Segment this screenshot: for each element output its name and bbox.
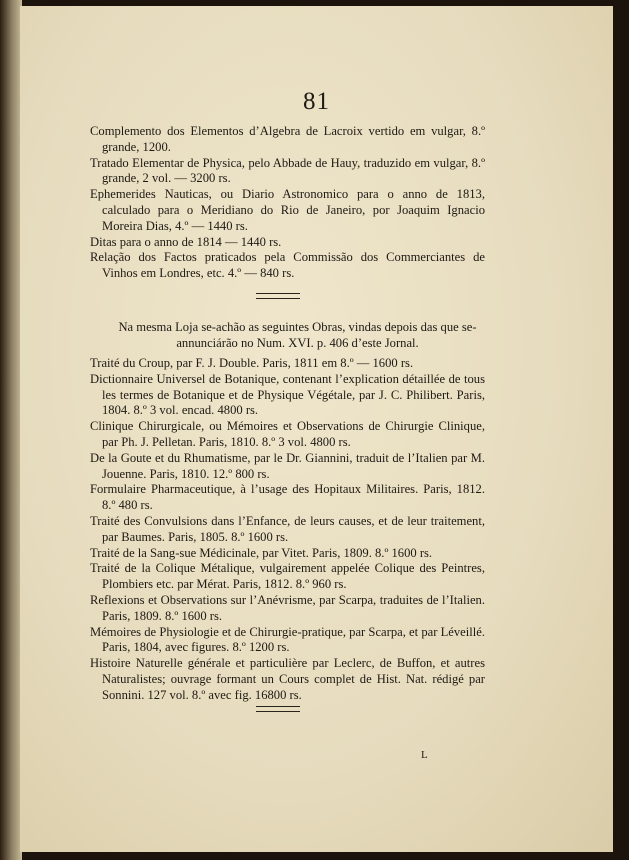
- list-item: Reflexions et Observations sur l’Anévrisme, par Scarpa, traduites de l’Italien. Paris, 1809. 8.º 1600 rs.: [90, 592, 485, 623]
- list-item: Clinique Chirurgicale, ou Mémoires et Observations de Chirurgie Clinique, par Ph. J. Pelletan. Paris, 1810. 8.º 3 vol. 4800 rs.: [90, 419, 485, 449]
- book-gutter: [0, 0, 22, 860]
- book-page: [20, 6, 613, 852]
- list-item: Relação dos Factos praticados pela Commissão dos Commerciantes de Vinhos em Londres, etc. 4.º — 840 rs.: [90, 250, 485, 281]
- french-book-list: [90, 356, 485, 704]
- list-item: De la Goute et du Rhumatisme, par le Dr. Giannini, traduit de l’Italien par M. Jouenne. Paris, 1810. 12.º 800 rs.: [90, 450, 485, 481]
- list-item: Ephemerides Nauticas, ou Diario Astronomico para o anno de 1813, calculado para o Meridiano do Rio de Janeiro, por Joaquim Ignacio Moreira Dias, 4.º — 1440 rs.: [90, 187, 485, 233]
- list-item: Complemento dos Elementos d’Algebra de Lacroix vertido em vulgar, 8.º grande, 1200.: [90, 124, 485, 154]
- list-item: Traité du Croup, par F. J. Double. Paris, 1811 em 8.º — 1600 rs.: [90, 356, 414, 370]
- list-item: Traité de la Colique Métalique, vulgairement appelée Colique des Peintres, Plombiers etc. par Mérat. Paris, 1812. 8.º 960 rs.: [90, 561, 485, 592]
- list-item: Formulaire Pharmaceutique, à l’usage des Hopitaux Militaires. Paris, 1812. 8.º 480 rs.: [90, 482, 485, 513]
- page-number: 81: [303, 88, 330, 115]
- section-divider: [256, 293, 300, 299]
- list-item: Tratado Elementar de Physica, pelo Abbade de Hauy, traduzido em vulgar, 8.º grande, 2 vol. — 3200 rs.: [90, 155, 485, 186]
- signature-mark: L: [421, 749, 428, 761]
- list-item: Histoire Naturelle générale et particulière par Leclerc, de Buffon, et autres Naturalistes; ouvrage formant un Cours complet de Hist. Nat. rédigé par Sonnini. 127 vol. 8.º avec fig. 16800 rs.: [90, 656, 485, 702]
- portuguese-book-list: [90, 124, 485, 282]
- list-item: Ditas para o anno de 1814 — 1440 rs.: [90, 234, 282, 249]
- list-item: Dictionnaire Universel de Botanique, contenant l’explication détaillée de tous les termes de Botanique et de Physique Végétale, par J. C. Philibert. Paris, 1804. 8.º 3 vol. encad. 4800 rs.: [90, 371, 485, 418]
- list-item: Mémoires de Physiologie et de Chirurgie-pratique, par Scarpa, et par Léveillé. Paris, 1804, avec figures. 8.º 1200 rs.: [90, 624, 485, 655]
- list-item: Traité des Convulsions dans l’Enfance, de leurs causes, et de leur traitement, par Baumes. Paris, 1805. 8.º 1600 rs.: [90, 513, 485, 544]
- list-item: Traité de la Sang-sue Médicinale, par Vitet. Paris, 1809. 8.º 1600 rs.: [90, 545, 433, 560]
- section-divider: [256, 706, 300, 712]
- announcement-text: Na mesma Loja se-achão as seguintes Obras, vindas depois das que se-annunciárão no Num. XVI. p. 406 d’este Jornal.: [118, 320, 477, 350]
